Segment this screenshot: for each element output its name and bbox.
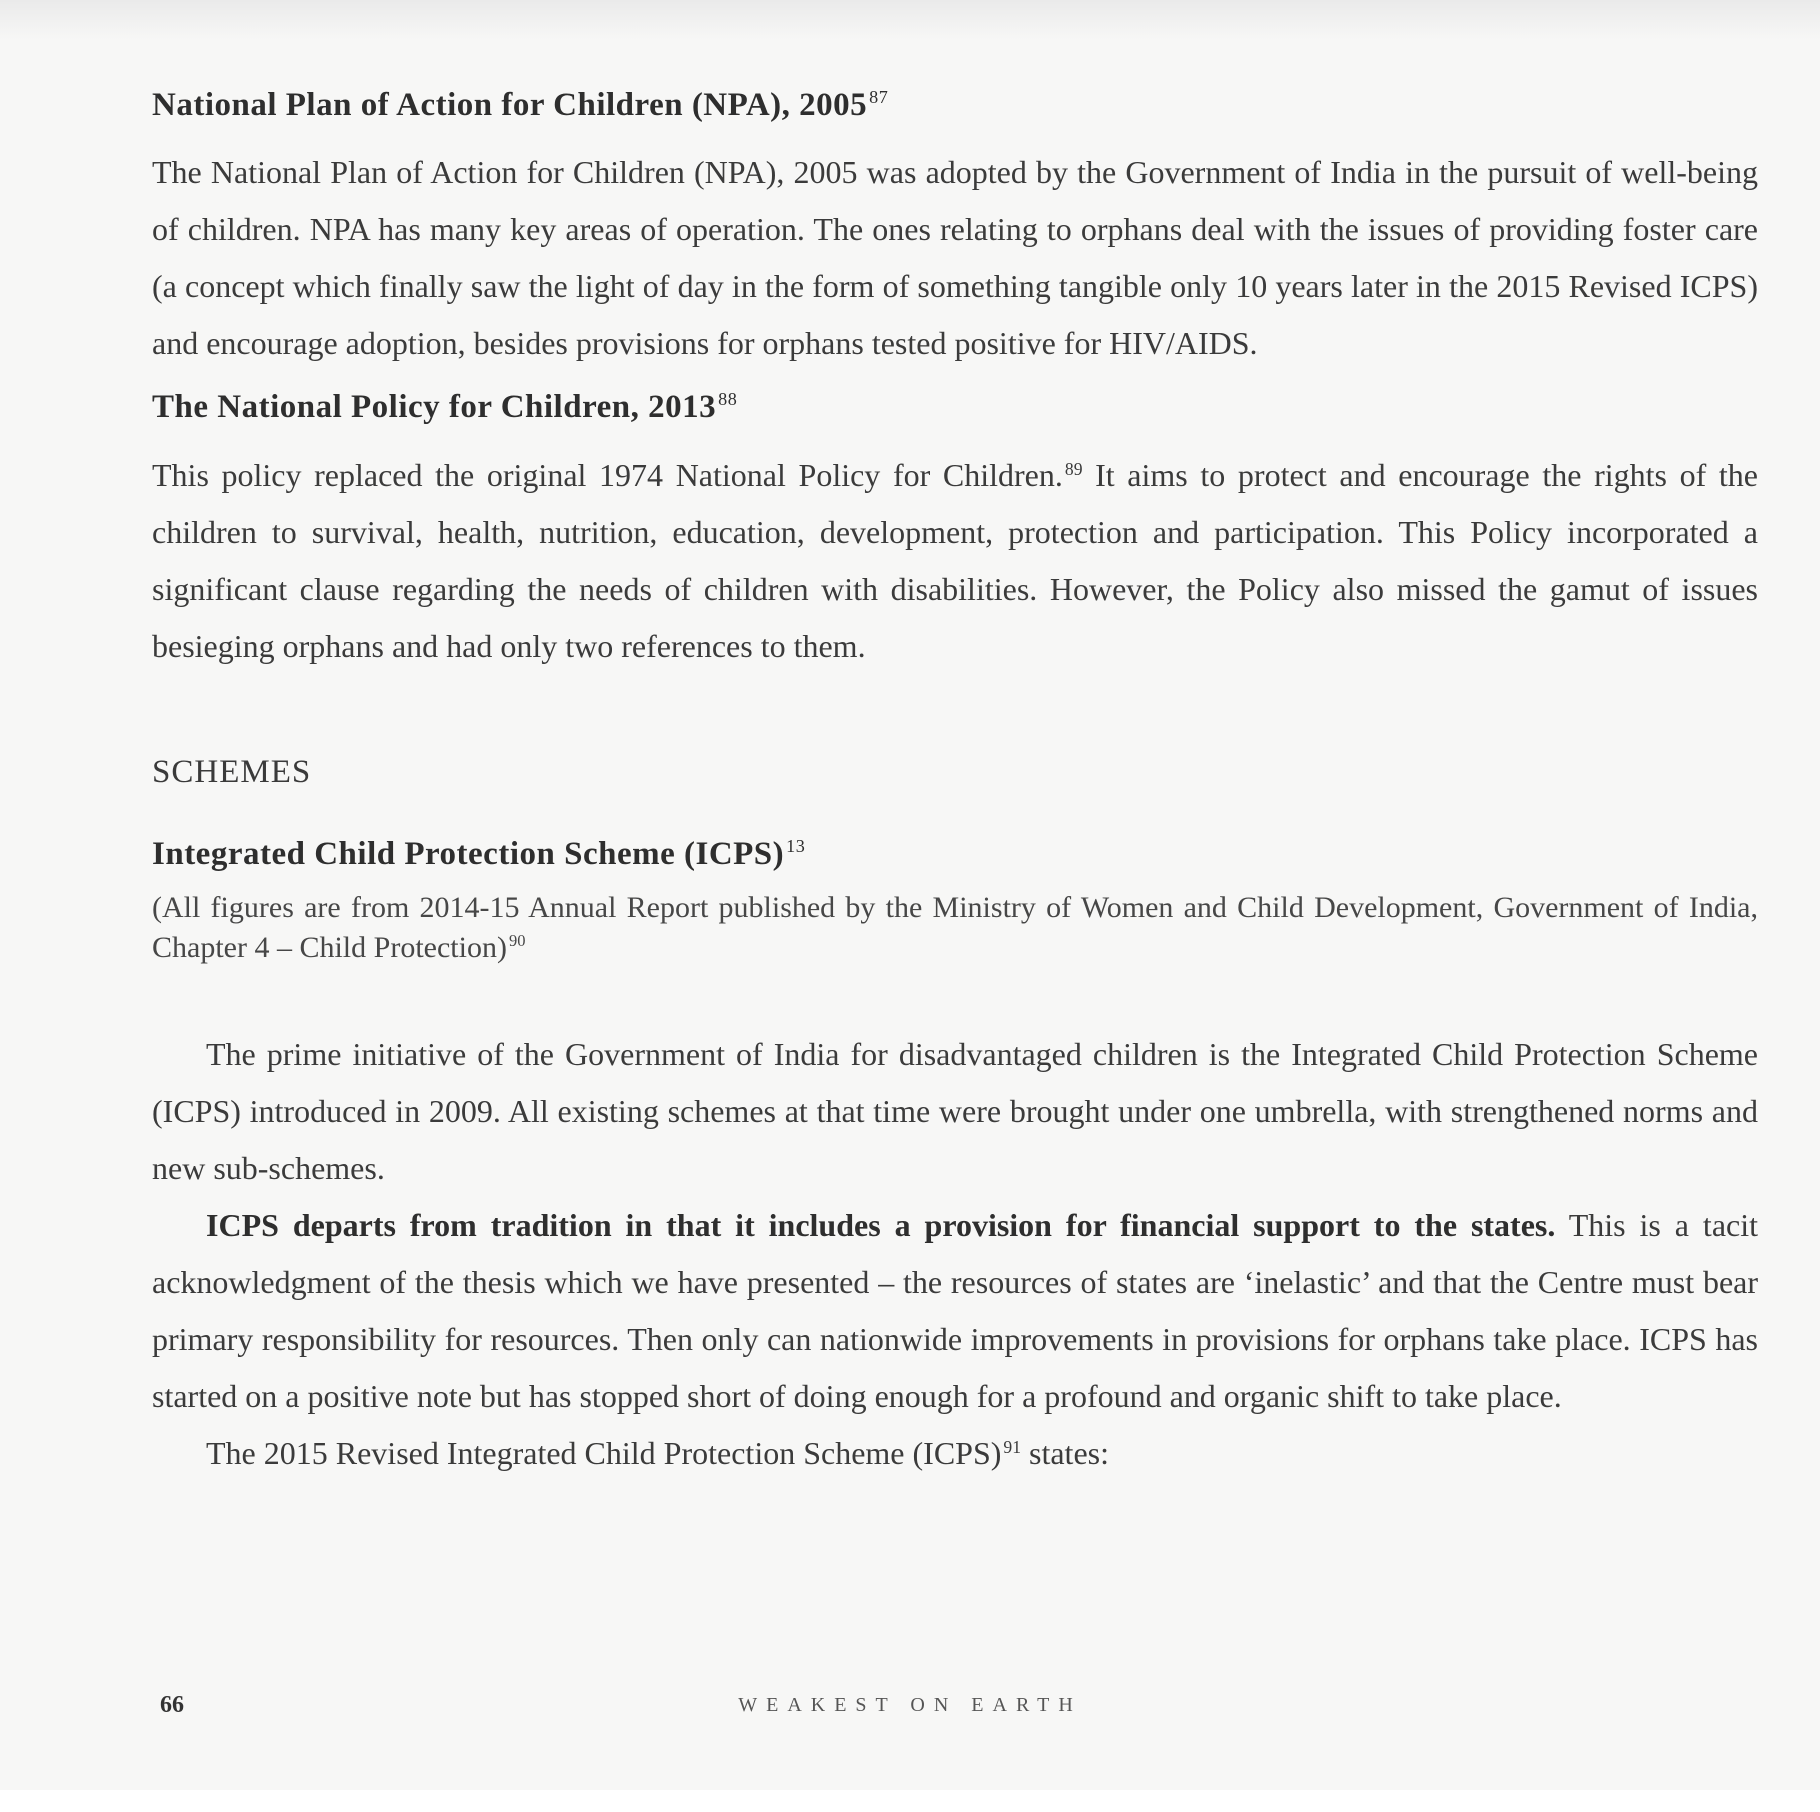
npa-heading <box>152 86 1758 126</box>
icps-source-note-text: (All figures are from 2014-15 Annual Report published by the Ministry of Women and Child Development, Government of India, Chapter 4 – Child Protection) <box>152 891 1758 965</box>
policy-footnote-ref: 88 <box>718 388 738 409</box>
page-content <box>152 86 1758 1482</box>
icps-paragraph-3-start: The 2015 Revised Integrated Child Protection Scheme (ICPS) <box>206 1435 1002 1472</box>
policy-paragraph-start: This policy replaced the original 1974 National Policy for Children. <box>152 457 1063 494</box>
icps-note-footnote-ref: 90 <box>508 931 526 951</box>
page-number: 66 <box>160 1692 184 1718</box>
policy-heading <box>152 388 1758 428</box>
policy-body-footnote-ref: 89 <box>1064 458 1083 479</box>
icps-paragraph-2-rest: This is a tacit acknowledgment of the thesis which we have presented – the resources of states are ‘inelastic’ and that the Centre must bear primary responsibility for resources. Then only can nationwide improvements in provisions for orphans take place. ICPS has started on a positive note but has stopped short of doing enough for a profound and organic shift to take place. <box>152 1207 1759 1415</box>
running-title: WEAKEST ON EARTH <box>738 1694 1082 1716</box>
npa-footnote-ref: 87 <box>869 87 889 107</box>
icps-paragraph-3-footnote-ref: 91 <box>1003 1436 1021 1457</box>
icps-footnote-ref: 13 <box>786 835 806 856</box>
icps-paragraph-2 <box>152 1197 1758 1425</box>
npa-paragraph: The National Plan of Action for Children (NPA), 2005 was adopted by the Government of India in the pursuit of well-being of children. NPA has many key areas of operation. The ones relating to orphans deal with the issues of providing foster care (a concept which finally saw the light of day in the form of something tangible only 10 years later in the 2015 Revised ICPS) and encourage adoption, besides provisions for orphans tested positive for HIV/AIDS. <box>152 153 1758 361</box>
schemes-section-label: SCHEMES <box>152 754 312 791</box>
icps-source-note <box>152 888 1758 968</box>
icps-heading <box>152 835 1758 875</box>
icps-heading-text: Integrated Child Protection Scheme (ICPS) <box>152 835 785 872</box>
policy-paragraph-rest: It aims to protect and encourage the rights of the children to survival, health, nutrition, education, development, protection and participation. This Policy incorporated a significant clause regarding the needs of children with disabilities. However, the Policy also missed the gamut of issues besieging orphans and had only two references to them. <box>152 457 1759 665</box>
scan-shadow-top <box>0 0 1820 40</box>
icps-paragraph-3 <box>152 1425 1758 1482</box>
icps-paragraph-1: The prime initiative of the Government of India for disadvantaged children is the Integrated Child Protection Scheme (ICPS) introduced in 2009. All existing schemes at that time were brought under one umbrella, with strengthened norms and new sub-schemes. <box>152 1036 1758 1187</box>
policy-paragraph <box>152 447 1758 675</box>
icps-paragraph-2-bold: ICPS departs from tradition in that it includes a provision for financial support to the states. <box>206 1207 1556 1244</box>
scan-margin-bottom <box>0 1790 1820 1812</box>
npa-heading-text: National Plan of Action for Children (NPA), 2005 <box>152 87 868 123</box>
icps-paragraph-3-end: states: <box>1021 1435 1109 1472</box>
policy-heading-text: The National Policy for Children, 2013 <box>152 388 717 425</box>
